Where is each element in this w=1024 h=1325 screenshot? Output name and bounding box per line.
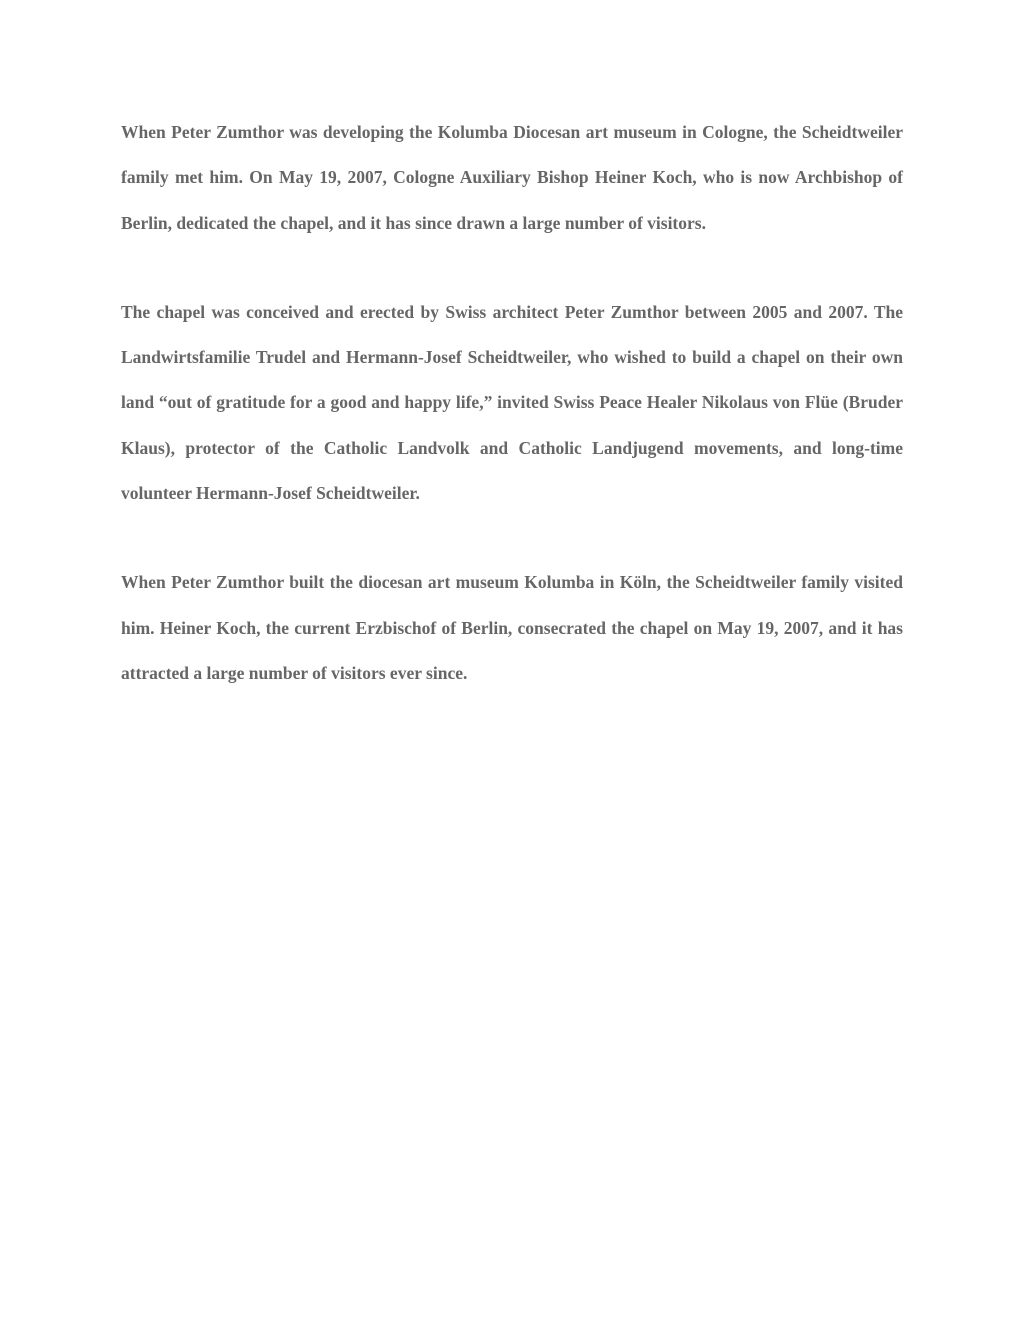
paragraph-2: The chapel was conceived and erected by Swiss architect Peter Zumthor between 2005 and 2007. The Landwirtsfamilie Trudel and Hermann-Josef Scheidtweiler, who wished to build a chapel on their own land “out of gratitude for a good and happy life,” invited Swiss Peace Healer Nikolaus von Flüe (Bruder Klaus), protector of the Catholic Landvolk and Catholic Landjugend movements, and long-time volunteer Hermann-Josef Scheidtweiler. [121, 301, 903, 504]
paragraph-3: When Peter Zumthor built the diocesan art museum Kolumba in Köln, the Scheidtweiler family visited him. Heiner Koch, the current Erzbischof of Berlin, consecrated the chapel on May 19, 2007, and it has attracted a large number of visitors ever since. [121, 572, 903, 683]
document-page [121, 110, 903, 740]
paragraph-1: When Peter Zumthor was developing the Kolumba Diocesan art museum in Cologne, the Scheidtweiler family met him. On May 19, 2007, Cologne Auxiliary Bishop Heiner Koch, who is now Archbishop of Berlin, dedicated the chapel, and it has since drawn a large number of visitors. [121, 122, 903, 233]
